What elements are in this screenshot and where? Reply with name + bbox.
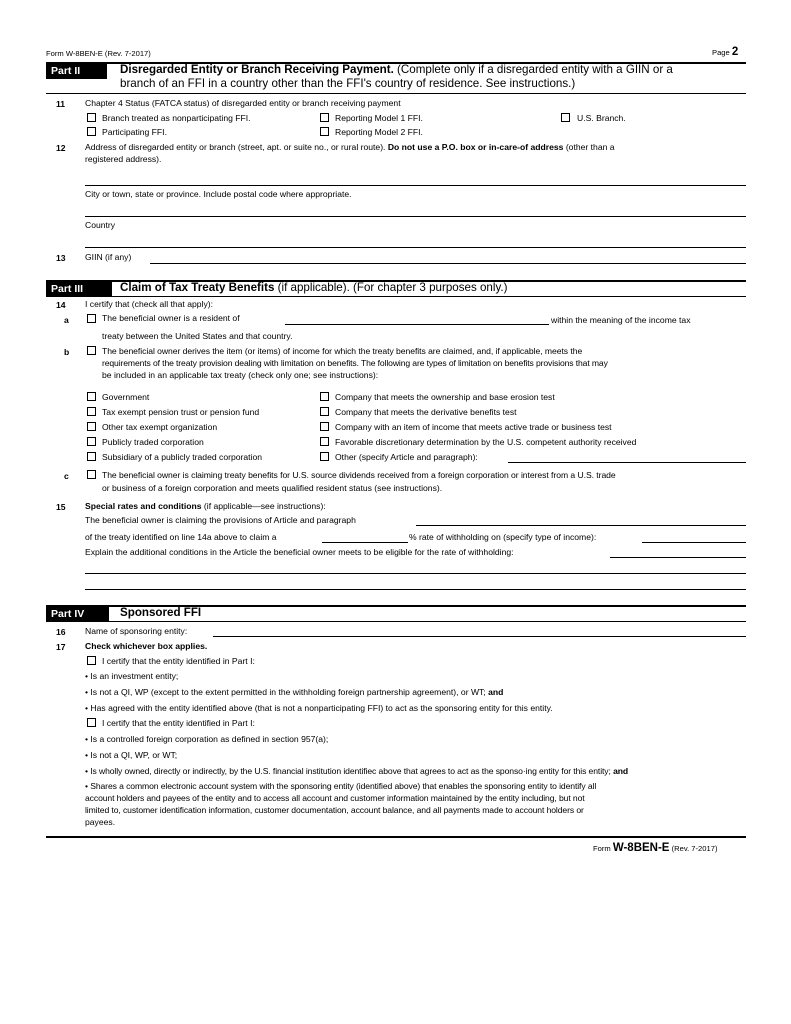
footer-rev: (Rev. 7-2017) [671, 844, 718, 853]
line14a-letter: a [64, 315, 69, 325]
line14a-text-1: The beneficial owner is a resident of [102, 313, 240, 323]
page-number-value: 2 [731, 46, 739, 58]
sponsoring-entity-field[interactable] [213, 636, 746, 637]
line14a-text-2: within the meaning of the income tax [551, 315, 691, 325]
bullet-not-qi-wp-wt-and: and [488, 687, 504, 697]
line14-label: I certify that (check all that apply): [85, 299, 214, 309]
lob-other-field[interactable] [508, 462, 746, 463]
checkbox-17-investment-entity[interactable] [87, 656, 96, 665]
line16-number: 16 [56, 627, 66, 637]
cert2-label: I certify that the entity identified in Part I: [102, 718, 255, 728]
bullet-not-qi-wp-wt-2: • Is not a QI, WP, or WT; [85, 750, 178, 760]
checkbox-lob-pension[interactable] [87, 407, 96, 416]
line15-text-a: The beneficial owner is claiming the provisions of Article and paragraph [85, 515, 356, 525]
label-participating-ffi: Participating FFI. [102, 127, 167, 137]
part2-title-line2: branch of an FFI in a country other than the FFI's country of residence. See instructions.) [120, 77, 576, 90]
checkbox-lob-government[interactable] [87, 392, 96, 401]
label-lob-other: Other (specify Article and paragraph): [335, 452, 478, 462]
label-lob-government: Government [102, 392, 150, 402]
checkbox-14b[interactable] [87, 346, 96, 355]
part3-tag: Part III [46, 282, 112, 297]
line15-bold: Special rates and conditions [85, 501, 202, 511]
residence-country-field[interactable] [285, 324, 549, 325]
label-reporting-model-1: Reporting Model 1 FFI. [335, 113, 423, 123]
conditions-field-1[interactable] [610, 557, 746, 558]
line14a-text-3: treaty between the United States and that country. [102, 331, 293, 341]
checkbox-lob-ownership-base-erosion[interactable] [320, 392, 329, 401]
part4-tag: Part IV [46, 607, 109, 622]
line12-number: 12 [56, 143, 66, 153]
line14-number: 14 [56, 300, 66, 310]
page-label: Page [712, 48, 730, 57]
conditions-field-3[interactable] [85, 589, 746, 590]
checkbox-14c[interactable] [87, 470, 96, 479]
checkbox-14a[interactable] [87, 314, 96, 323]
line12-text-b: (other than a [565, 142, 615, 152]
line15-text-b1: of the treaty identified on line 14a above to claim a [85, 532, 277, 542]
line14c-letter: c [64, 471, 69, 481]
bullet-shares-system-3: limited to, customer identification information, customer documentation, account balance, and all payments made to account holders or [85, 805, 584, 815]
bullet-wholly-owned-and: and [613, 766, 629, 776]
label-lob-pension: Tax exempt pension trust or pension fund [102, 407, 260, 417]
label-us-branch: U.S. Branch. [577, 113, 626, 123]
part3-title-bold: Claim of Tax Treaty Benefits [120, 281, 275, 294]
part4-title-rule [46, 621, 746, 622]
country-label: Country [85, 220, 116, 230]
part3-title-rule [46, 296, 746, 297]
label-lob-publicly-traded: Publicly traded corporation [102, 437, 204, 447]
label-lob-derivative-benefits: Company that meets the derivative benefits test [335, 407, 517, 417]
part2-title-bold: Disregarded Entity or Branch Receiving Payment. [120, 63, 394, 76]
part2-title [120, 63, 673, 77]
line12-label-cont: registered address). [85, 154, 162, 164]
checkbox-lob-publicly-traded[interactable] [87, 437, 96, 446]
article-paragraph-field[interactable] [416, 525, 746, 526]
checkbox-lob-derivative-benefits[interactable] [320, 407, 329, 416]
label-lob-ownership-base-erosion: Company that meets the ownership and base erosion test [335, 392, 555, 402]
line14b-text-3: be included in an applicable tax treaty (check only one; see instructions): [102, 370, 379, 380]
checkbox-reporting-model-2[interactable] [320, 127, 329, 136]
bullet-shares-system-2: account holders and payees of the entity and to access all account and customer information maintained by the entity including, but not [85, 793, 585, 803]
line12-bold: Do not use a P.O. box or in-care-of address [387, 142, 564, 152]
footer-form-name: W-8BEN-E [612, 842, 670, 854]
part4-title-bold: Sponsored FFI [120, 606, 202, 619]
line15-text-c: Explain the additional conditions in the Article the beneficial owner meets to be eligible for the rate of withholding: [85, 547, 514, 557]
line14c-text-1: The beneficial owner is claiming treaty benefits for U.S. source dividends received from a foreign corporation or interest from a U.S. trade [102, 470, 616, 480]
cert1-label: I certify that the entity identified in Part I: [102, 656, 255, 666]
page-number [712, 46, 738, 58]
bullet-agreed-sponsoring: • Has agreed with the entity identified above (that is not a nonparticipating FFI) to act as the sponsoring entity for this entity. [85, 703, 553, 713]
line14b-text-2: requirements of the treaty provision dealing with limitation on benefits. The following are types of limitation on benefits provisions that may [102, 358, 608, 368]
address-field[interactable] [85, 185, 746, 186]
form-header-left: Form W-8BEN-E (Rev. 7-2017) [46, 49, 151, 58]
part2-title-rest: (Complete only if a disregarded entity with a GIIN or a [393, 63, 673, 76]
checkbox-reporting-model-1[interactable] [320, 113, 329, 122]
bullet-not-qi-wp-wt [85, 687, 503, 698]
footer-rule [46, 836, 746, 838]
part3-title-rest: (if applicable). (For chapter 3 purposes only.) [274, 281, 508, 294]
checkbox-lob-subsidiary[interactable] [87, 452, 96, 461]
line15-text-b2: % rate of withholding on (specify type of income): [409, 532, 597, 542]
part3-title [120, 281, 507, 295]
label-lob-subsidiary: Subsidiary of a publicly traded corporation [102, 452, 263, 462]
line15-rest: (if applicable—see instructions): [201, 501, 326, 511]
part4-title [120, 606, 201, 620]
giin-field[interactable] [150, 263, 746, 264]
line17-label: Check whichever box applies. [85, 641, 208, 651]
checkbox-lob-other-exempt[interactable] [87, 422, 96, 431]
checkbox-17-cfc[interactable] [87, 718, 96, 727]
income-type-field[interactable] [642, 542, 746, 543]
line12-text-a: Address of disregarded entity or branch (street, apt. or suite no., or rural route). [85, 142, 386, 152]
line12-label [85, 142, 615, 153]
line11-label: Chapter 4 Status (FATCA status) of disregarded entity or branch receiving payment [85, 98, 401, 108]
bullet-not-qi-wp-wt-text: • Is not a QI, WP (except to the extent permitted in the withholding foreign partnership agreement), or WT; [85, 687, 486, 697]
line11-number: 11 [56, 99, 66, 109]
rate-field[interactable] [322, 542, 408, 543]
label-lob-active-trade: Company with an item of income that meets active trade or business test [335, 422, 612, 432]
bullet-shares-system-1: • Shares a common electronic account system with the sponsoring entity (identified above) that enables the sponsoring entity to identify all [85, 781, 597, 791]
country-field[interactable] [85, 247, 746, 248]
label-lob-discretionary: Favorable discretionary determination by the U.S. competent authority received [335, 437, 637, 447]
label-lob-other-exempt: Other tax exempt organization [102, 422, 218, 432]
checkbox-lob-discretionary[interactable] [320, 437, 329, 446]
line14c-text-2: or business of a foreign corporation and meets qualified resident status (see instructions). [102, 483, 443, 493]
line15-number: 15 [56, 502, 66, 512]
line13-number: 13 [56, 253, 66, 263]
checkbox-lob-active-trade[interactable] [320, 422, 329, 431]
bullet-shares-system-4: payees. [85, 817, 116, 827]
footer-form-label [593, 842, 717, 854]
bullet-investment-entity: • Is an investment entity; [85, 671, 179, 681]
city-label: City or town, state or province. Include postal code where appropriate. [85, 189, 352, 199]
line14b-letter: b [64, 347, 70, 357]
city-field[interactable] [85, 216, 746, 217]
bullet-wholly-owned-text: • Is wholly owned, directly or indirectly, by the U.S. financial institution identifiec above that agrees to act as the sponso·ing entity for this entity; [85, 766, 611, 776]
checkbox-branch-nonparticipating[interactable] [87, 113, 96, 122]
part2-title-rule [46, 93, 746, 94]
footer-form-word: Form [593, 844, 611, 853]
checkbox-us-branch[interactable] [561, 113, 570, 122]
label-branch-nonparticipating: Branch treated as nonparticipating FFI. [102, 113, 251, 123]
bullet-wholly-owned [85, 766, 628, 777]
checkbox-participating-ffi[interactable] [87, 127, 96, 136]
checkbox-lob-other[interactable] [320, 452, 329, 461]
line17-number: 17 [56, 642, 66, 652]
line14b-text-1: The beneficial owner derives the item (or items) of income for which the treaty benefits are claimed, and, if applicable, meets the [102, 346, 583, 356]
label-reporting-model-2: Reporting Model 2 FFI. [335, 127, 423, 137]
line16-label: Name of sponsoring entity: [85, 626, 188, 636]
part2-tag: Part II [46, 64, 107, 79]
line13-label: GIIN (if any) [85, 252, 132, 262]
bullet-cfc: • Is a controlled foreign corporation as defined in section 957(a); [85, 734, 329, 744]
conditions-field-2[interactable] [85, 573, 746, 574]
line15-label [85, 501, 326, 512]
